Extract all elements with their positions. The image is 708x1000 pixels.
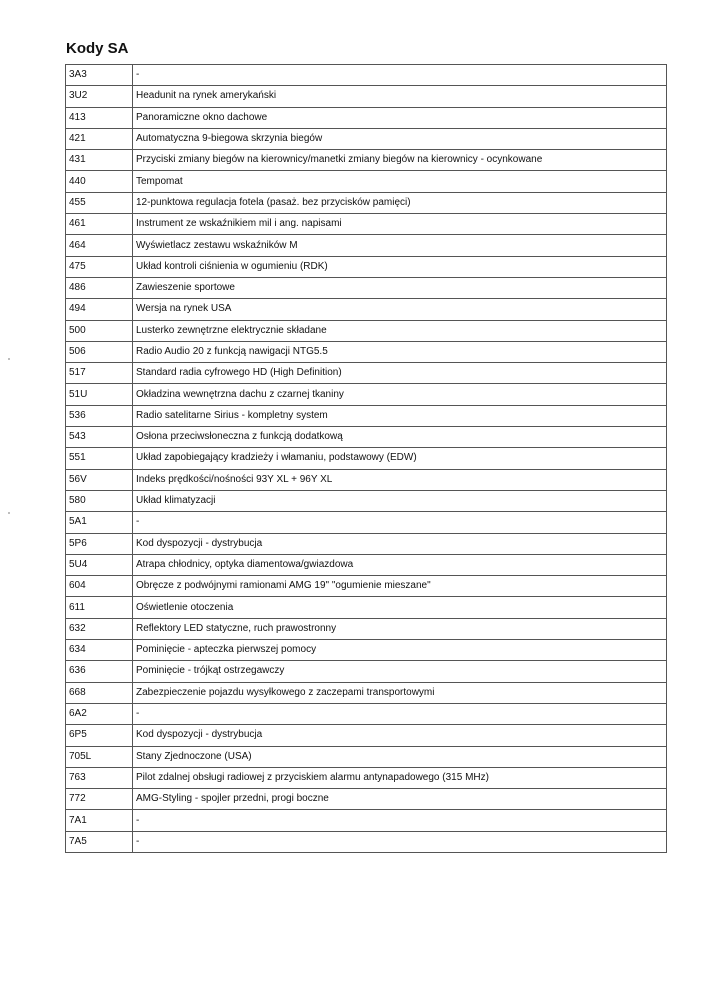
sa-code-cell: 56V <box>66 469 133 490</box>
table-row <box>66 192 667 213</box>
sa-code-cell: 494 <box>66 299 133 320</box>
sa-description-cell: Standard radia cyfrowego HD (High Definition) <box>133 363 667 384</box>
sa-description-cell: Układ zapobiegający kradzieży i włamaniu, podstawowy (EDW) <box>133 448 667 469</box>
table-row <box>66 171 667 192</box>
sa-code-cell: 3U2 <box>66 86 133 107</box>
table-row <box>66 682 667 703</box>
table-row <box>66 427 667 448</box>
sa-description-cell: Zawieszenie sportowe <box>133 277 667 298</box>
table-row <box>66 320 667 341</box>
table-row <box>66 576 667 597</box>
sa-description-cell: Radio satelitarne Sirius - kompletny system <box>133 405 667 426</box>
sa-description-cell: - <box>133 703 667 724</box>
sa-code-cell: 551 <box>66 448 133 469</box>
table-row <box>66 640 667 661</box>
sa-code-cell: 634 <box>66 640 133 661</box>
sa-code-cell: 6P5 <box>66 725 133 746</box>
sa-code-cell: 7A1 <box>66 810 133 831</box>
table-row <box>66 363 667 384</box>
sa-description-cell: Automatyczna 9-biegowa skrzynia biegów <box>133 128 667 149</box>
table-row <box>66 661 667 682</box>
sa-description-cell: - <box>133 512 667 533</box>
table-row <box>66 725 667 746</box>
sa-code-cell: 668 <box>66 682 133 703</box>
sa-code-cell: 440 <box>66 171 133 192</box>
sa-description-cell: Indeks prędkości/nośności 93Y XL + 96Y XL <box>133 469 667 490</box>
table-row <box>66 789 667 810</box>
sa-description-cell: Obręcze z podwójnymi ramionami AMG 19" "ogumienie mieszane" <box>133 576 667 597</box>
sa-description-cell: - <box>133 65 667 86</box>
page-title: Kody SA <box>66 40 129 57</box>
sa-code-cell: 772 <box>66 789 133 810</box>
table-row <box>66 490 667 511</box>
sa-description-cell: Zabezpieczenie pojazdu wysyłkowego z zaczepami transportowymi <box>133 682 667 703</box>
sa-code-cell: 632 <box>66 618 133 639</box>
sa-code-cell: 636 <box>66 661 133 682</box>
sa-code-cell: 763 <box>66 767 133 788</box>
sa-code-cell: 500 <box>66 320 133 341</box>
table-row <box>66 150 667 171</box>
sa-description-cell: Układ kontroli ciśnienia w ogumieniu (RDK) <box>133 256 667 277</box>
sa-code-cell: 3A3 <box>66 65 133 86</box>
table-row <box>66 65 667 86</box>
sa-description-cell: Oświetlenie otoczenia <box>133 597 667 618</box>
sa-code-cell: 580 <box>66 490 133 511</box>
sa-description-cell: Kod dyspozycji - dystrybucja <box>133 725 667 746</box>
sa-description-cell: 12-punktowa regulacja fotela (pasaż. bez przycisków pamięci) <box>133 192 667 213</box>
sa-code-cell: 506 <box>66 341 133 362</box>
table-row <box>66 405 667 426</box>
sa-code-cell: 6A2 <box>66 703 133 724</box>
sa-description-cell: Atrapa chłodnicy, optyka diamentowa/gwiazdowa <box>133 554 667 575</box>
table-row <box>66 512 667 533</box>
table-row <box>66 214 667 235</box>
table-row <box>66 128 667 149</box>
sa-code-cell: 464 <box>66 235 133 256</box>
table-row <box>66 597 667 618</box>
table-row <box>66 831 667 852</box>
sa-description-cell: Okładzina wewnętrzna dachu z czarnej tkaniny <box>133 384 667 405</box>
sa-description-cell: Instrument ze wskaźnikiem mil i ang. napisami <box>133 214 667 235</box>
sa-code-cell: 611 <box>66 597 133 618</box>
table-row <box>66 256 667 277</box>
sa-description-cell: Radio Audio 20 z funkcją nawigacji NTG5.5 <box>133 341 667 362</box>
sa-description-cell: Przyciski zmiany biegów na kierownicy/manetki zmiany biegów na kierownicy - ocynkowane <box>133 150 667 171</box>
sa-description-cell: Pominięcie - trójkąt ostrzegawczy <box>133 661 667 682</box>
table-row <box>66 554 667 575</box>
sa-code-cell: 5U4 <box>66 554 133 575</box>
sa-code-cell: 413 <box>66 107 133 128</box>
sa-description-cell: - <box>133 831 667 852</box>
sa-description-cell: Kod dyspozycji - dystrybucja <box>133 533 667 554</box>
sa-description-cell: Układ klimatyzacji <box>133 490 667 511</box>
sa-description-cell: - <box>133 810 667 831</box>
sa-description-cell: Wyświetlacz zestawu wskaźników M <box>133 235 667 256</box>
table-row <box>66 384 667 405</box>
margin-dot <box>8 358 10 360</box>
table-row <box>66 299 667 320</box>
sa-code-cell: 431 <box>66 150 133 171</box>
sa-description-cell: Tempomat <box>133 171 667 192</box>
sa-code-cell: 536 <box>66 405 133 426</box>
sa-code-cell: 421 <box>66 128 133 149</box>
sa-code-cell: 543 <box>66 427 133 448</box>
sa-description-cell: Reflektory LED statyczne, ruch prawostronny <box>133 618 667 639</box>
sa-code-cell: 51U <box>66 384 133 405</box>
table-row <box>66 235 667 256</box>
sa-code-cell: 461 <box>66 214 133 235</box>
sa-code-cell: 5A1 <box>66 512 133 533</box>
sa-description-cell: Stany Zjednoczone (USA) <box>133 746 667 767</box>
sa-description-cell: Wersja na rynek USA <box>133 299 667 320</box>
sa-code-cell: 5P6 <box>66 533 133 554</box>
sa-description-cell: Panoramiczne okno dachowe <box>133 107 667 128</box>
table-row <box>66 448 667 469</box>
sa-description-cell: Pominięcie - apteczka pierwszej pomocy <box>133 640 667 661</box>
table-row <box>66 341 667 362</box>
sa-description-cell: Osłona przeciwsłoneczna z funkcją dodatkową <box>133 427 667 448</box>
table-row <box>66 810 667 831</box>
sa-description-cell: Lusterko zewnętrzne elektrycznie składane <box>133 320 667 341</box>
sa-code-cell: 7A5 <box>66 831 133 852</box>
margin-dot <box>8 512 10 514</box>
table-row <box>66 746 667 767</box>
sa-codes-table-body <box>66 65 667 853</box>
sa-description-cell: Headunit na rynek amerykański <box>133 86 667 107</box>
sa-description-cell: Pilot zdalnej obsługi radiowej z przyciskiem alarmu antynapadowego (315 MHz) <box>133 767 667 788</box>
sa-description-cell: AMG-Styling - spojler przedni, progi boczne <box>133 789 667 810</box>
table-row <box>66 618 667 639</box>
sa-code-cell: 705L <box>66 746 133 767</box>
table-row <box>66 107 667 128</box>
table-row <box>66 767 667 788</box>
sa-code-cell: 455 <box>66 192 133 213</box>
sa-code-cell: 475 <box>66 256 133 277</box>
table-row <box>66 703 667 724</box>
table-row <box>66 533 667 554</box>
sa-code-cell: 604 <box>66 576 133 597</box>
table-row <box>66 86 667 107</box>
sa-codes-table <box>65 64 667 853</box>
sa-code-cell: 517 <box>66 363 133 384</box>
table-row <box>66 469 667 490</box>
table-row <box>66 277 667 298</box>
sa-code-cell: 486 <box>66 277 133 298</box>
